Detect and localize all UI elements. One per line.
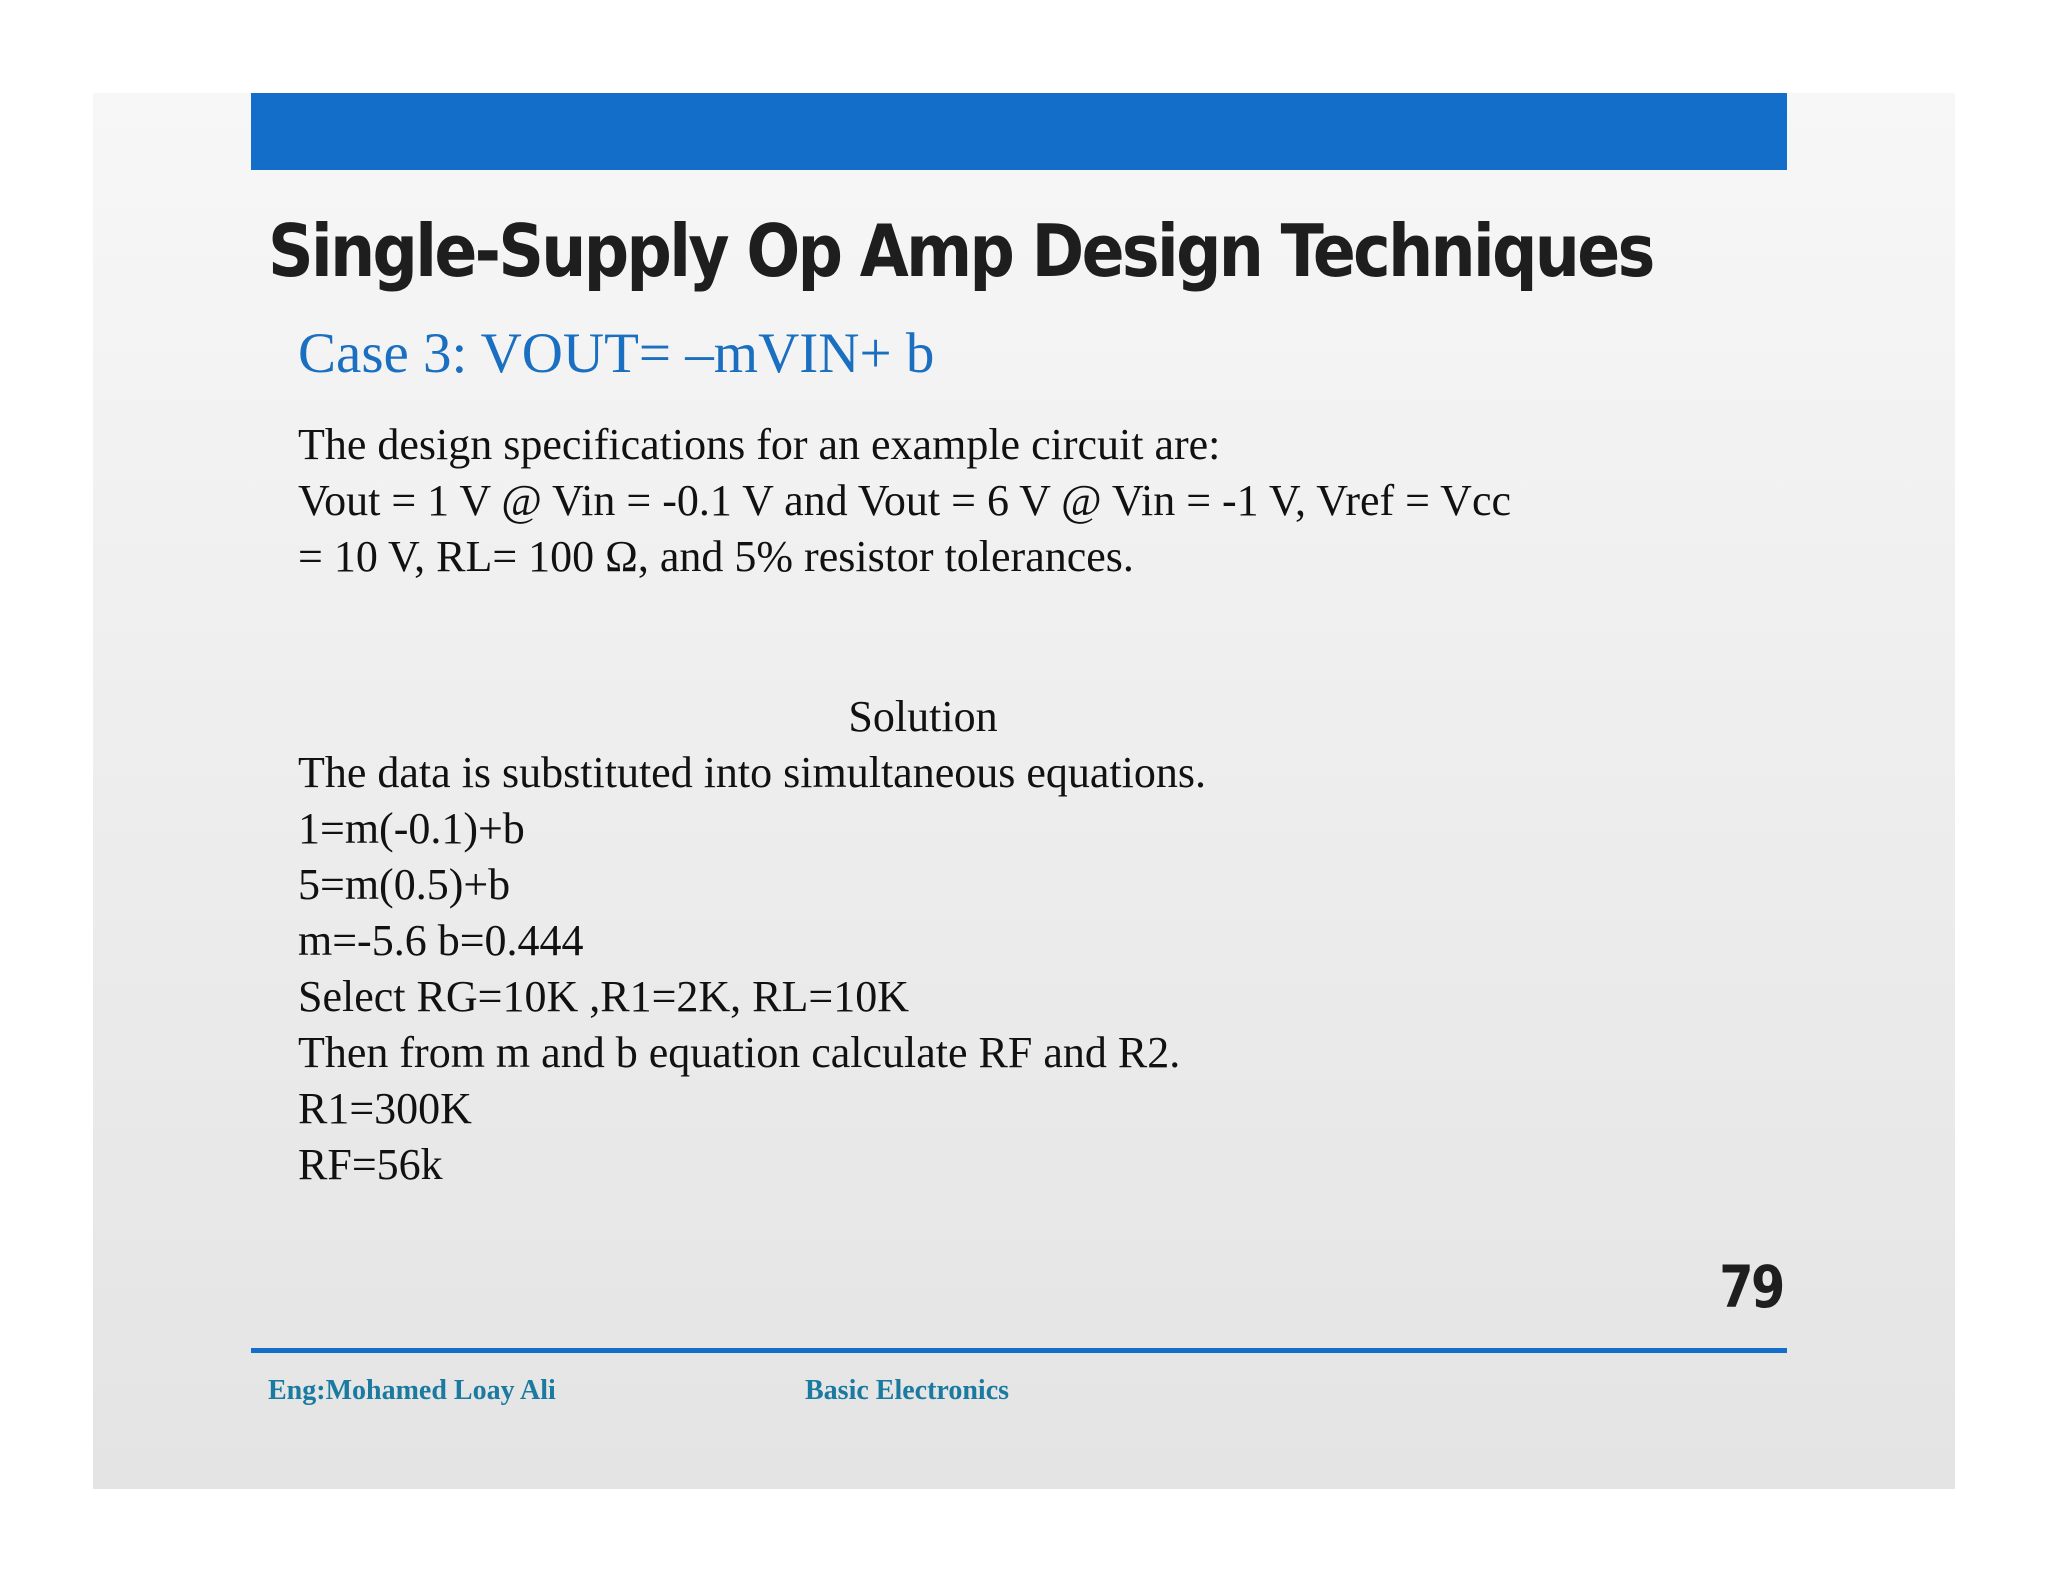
- slide-subtitle: Case 3: VOUT= –mVIN+ b: [298, 322, 935, 385]
- solution-line: R1=300K: [298, 1084, 472, 1133]
- specifications-block: [298, 417, 1511, 585]
- solution-line: Then from m and b equation calculate RF and R2.: [298, 1028, 1181, 1077]
- spec-line: Vout = 1 V @ Vin = -0.1 V and Vout = 6 V @ Vin = -1 V, Vref = Vcc: [298, 476, 1512, 525]
- footer-course: Basic Electronics: [805, 1375, 1010, 1406]
- solution-line: 5=m(0.5)+b: [298, 860, 511, 909]
- slide-title: Single-Supply Op Amp Design Techniques: [268, 209, 1653, 293]
- header-bar: [251, 93, 1787, 170]
- spec-line: = 10 V, RL= 100 Ω, and 5% resistor tolerances.: [298, 532, 1134, 581]
- footer-divider: [251, 1348, 1787, 1353]
- footer-author: Eng:Mohamed Loay Ali: [268, 1375, 556, 1406]
- solution-line: 1=m(-0.1)+b: [298, 804, 525, 853]
- solution-block: [298, 745, 1206, 1193]
- solution-line: Select RG=10K ,R1=2K, RL=10K: [298, 972, 909, 1021]
- slide: [93, 93, 1955, 1489]
- solution-line: The data is substituted into simultaneous equations.: [298, 748, 1206, 797]
- spec-line: The design specifications for an example circuit are:: [298, 420, 1221, 469]
- page-number: 79: [1719, 1253, 1783, 1321]
- solution-heading: Solution: [848, 692, 998, 741]
- solution-line: m=-5.6 b=0.444: [298, 916, 584, 965]
- solution-line: RF=56k: [298, 1140, 443, 1189]
